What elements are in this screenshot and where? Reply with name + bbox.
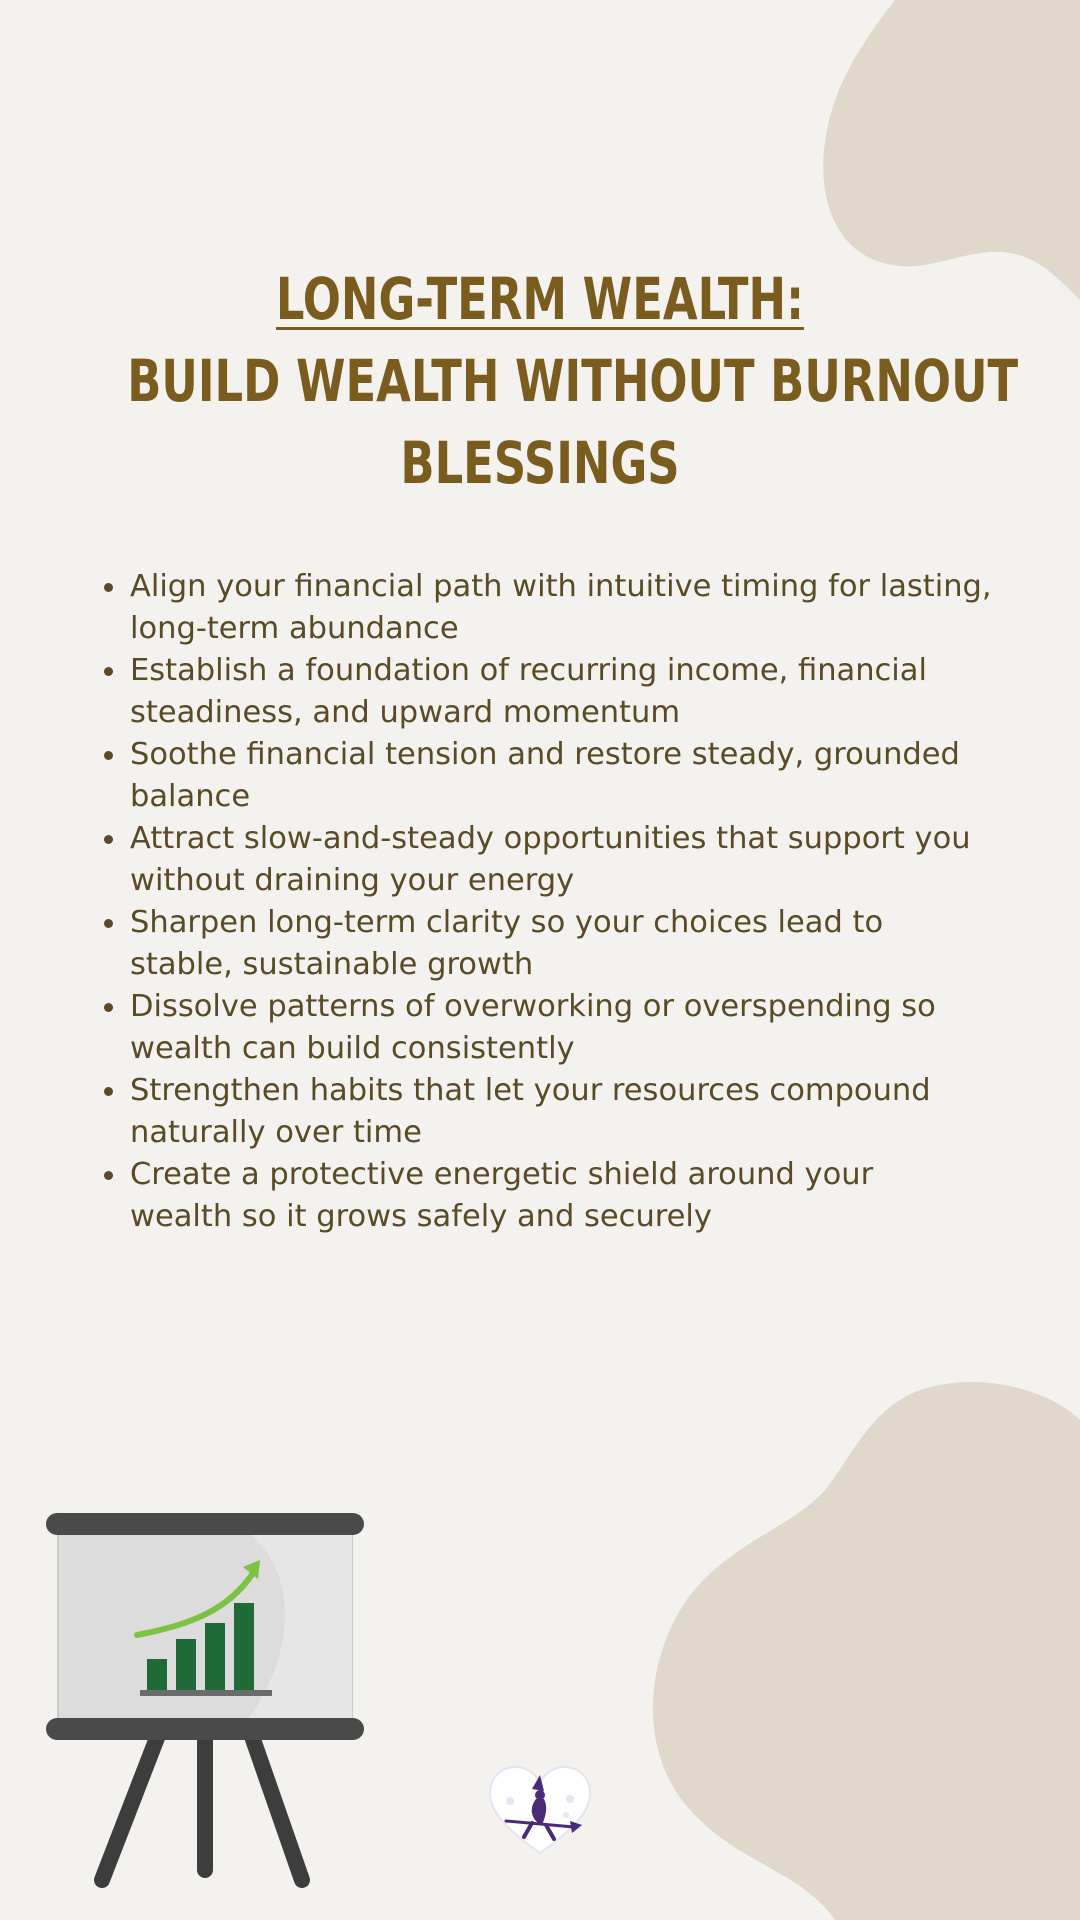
easel-top-bar	[46, 1513, 364, 1535]
benefit-text: Align your financial path with intuitive timing for lasting,	[130, 569, 992, 604]
benefit-text: Establish a foundation of recurring income, financial	[130, 653, 927, 688]
benefit-text-cont: wealth so it grows safely and securely	[130, 1199, 712, 1234]
chart-bar	[176, 1639, 196, 1691]
benefits-list	[100, 566, 1050, 1238]
benefit-item	[130, 1154, 1050, 1238]
benefit-text-cont: naturally over time	[130, 1115, 422, 1150]
growth-chart-easel-icon	[40, 1505, 370, 1895]
benefit-text: Sharpen long-term clarity so your choices lead to	[130, 905, 884, 940]
benefit-text-cont: steadiness, and upward momentum	[130, 695, 681, 730]
benefit-item	[130, 818, 1050, 902]
easel-bottom-bar	[46, 1718, 364, 1740]
title-line-3: BLESSINGS	[400, 429, 680, 497]
benefit-text: Attract slow-and-steady opportunities that support you	[130, 821, 971, 856]
chart-bar	[234, 1603, 254, 1691]
benefit-text-cont: long-term abundance	[130, 611, 459, 646]
benefit-item	[130, 1070, 1050, 1154]
chart-baseline	[140, 1690, 272, 1696]
benefit-text: Create a protective energetic shield around your	[130, 1157, 874, 1192]
benefit-item	[130, 566, 1050, 650]
benefit-item	[130, 902, 1050, 986]
chart-bar	[147, 1659, 167, 1691]
benefit-text: Soothe financial tension and restore steady, grounded	[130, 737, 960, 772]
benefit-text-cont: wealth can build consistently	[130, 1031, 575, 1066]
decorative-blob-bottom-right	[650, 1380, 1080, 1920]
benefit-text-cont: balance	[130, 779, 251, 814]
benefit-text: Dissolve patterns of overworking or overspending so	[130, 989, 936, 1024]
benefit-item	[130, 734, 1050, 818]
chart-bar	[205, 1623, 225, 1691]
page-title	[60, 258, 1020, 504]
benefit-text: Strengthen habits that let your resources compound	[130, 1073, 931, 1108]
benefit-item	[130, 986, 1050, 1070]
title-line-2: BUILD WEALTH WITHOUT BURNOUT	[127, 347, 1019, 415]
easel-leg-left	[102, 1725, 162, 1880]
witch-on-broom-heart-logo	[488, 1765, 592, 1855]
benefit-item	[130, 650, 1050, 734]
easel-leg-right	[248, 1725, 302, 1880]
benefit-text-cont: stable, sustainable growth	[130, 947, 534, 982]
title-line-1: LONG-TERM WEALTH:	[275, 265, 805, 333]
benefit-text-cont: without draining your energy	[130, 863, 575, 898]
decorative-blob-top-right	[800, 0, 1080, 300]
